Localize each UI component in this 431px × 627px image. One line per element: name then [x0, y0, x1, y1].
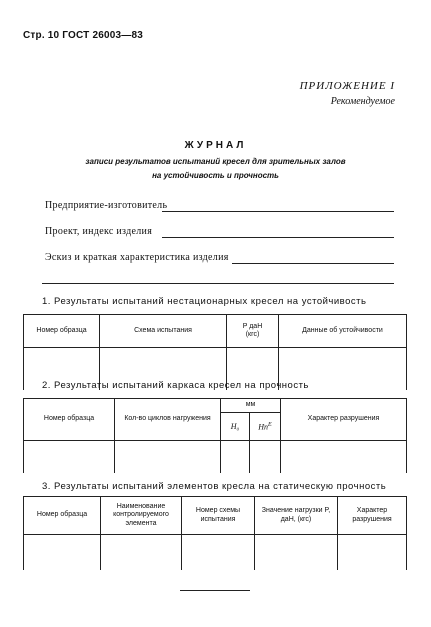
col-scheme-number: Номер схемы испытания: [182, 497, 255, 535]
col-test-scheme: Схема испытания: [100, 315, 227, 348]
field-sketch: Эскиз и краткая характеристика изделия: [45, 252, 229, 263]
col-cycles: Кол-во циклов нагружения: [115, 399, 221, 441]
col-h0: H₀: [221, 413, 250, 441]
col-sample-number: Номер образца: [24, 399, 115, 441]
col-mm: мм: [221, 399, 281, 413]
field-sketch-line[interactable]: [232, 263, 394, 264]
table-cell[interactable]: [221, 441, 250, 473]
section-1-title: 1. Результаты испытаний нестационарных кресел на устойчивость: [42, 296, 367, 307]
field-manufacturer-line[interactable]: [162, 211, 394, 212]
blank-line: [42, 283, 394, 284]
col-force-top: P даН: [242, 322, 263, 330]
col-element: Наименование контролируемого элемента: [101, 497, 182, 535]
table-cell[interactable]: [255, 535, 338, 570]
col-sample-number: Номер образца: [24, 315, 100, 348]
page-header: Стр. 10 ГОСТ 26003—83: [23, 30, 143, 41]
field-project-line[interactable]: [162, 237, 394, 238]
section-3-title: 3. Результаты испытаний элементов кресла на статическую прочность: [42, 481, 387, 492]
table-cell[interactable]: [250, 441, 281, 473]
table-cell[interactable]: [281, 441, 407, 473]
table-stability: [23, 314, 407, 390]
recommended-label: Рекомендуемое: [330, 96, 395, 107]
section-2-title: 2. Результаты испытаний каркаса кресел на прочность: [42, 380, 309, 391]
col-hp-label: Hп: [258, 422, 269, 432]
table-cell[interactable]: [24, 535, 101, 570]
col-failure: Характер разрушения: [338, 497, 407, 535]
table-static-strength: [23, 496, 407, 570]
journal-subtitle-2: на устойчивость и прочность: [152, 171, 279, 180]
field-manufacturer: Предприятие-изготовитель: [45, 200, 168, 211]
field-project: Проект, индекс изделия: [45, 226, 153, 237]
table-cell[interactable]: [24, 441, 115, 473]
col-hp-sup: E: [268, 421, 272, 428]
appendix-label: ПРИЛОЖЕНИЕ I: [299, 80, 395, 92]
table-cell[interactable]: [182, 535, 255, 570]
col-stability-data: Данные об устойчивости: [279, 315, 407, 348]
journal-title: ЖУРНАЛ: [184, 140, 247, 151]
table-cell[interactable]: [115, 441, 221, 473]
col-failure: Характер разрушения: [281, 399, 407, 441]
journal-subtitle-1: записи результатов испытаний кресел для зрительных залов: [85, 157, 346, 166]
table-frame-strength: [23, 398, 407, 473]
col-hp: [250, 413, 281, 441]
col-force-bottom: (кгс): [245, 331, 260, 338]
table-cell[interactable]: [101, 535, 182, 570]
table-cell[interactable]: [338, 535, 407, 570]
col-force: [227, 315, 279, 348]
end-line: [180, 590, 250, 591]
col-load: Значение нагрузки P, даН, (кгс): [255, 497, 338, 535]
col-sample-number: Номер образца: [24, 497, 101, 535]
